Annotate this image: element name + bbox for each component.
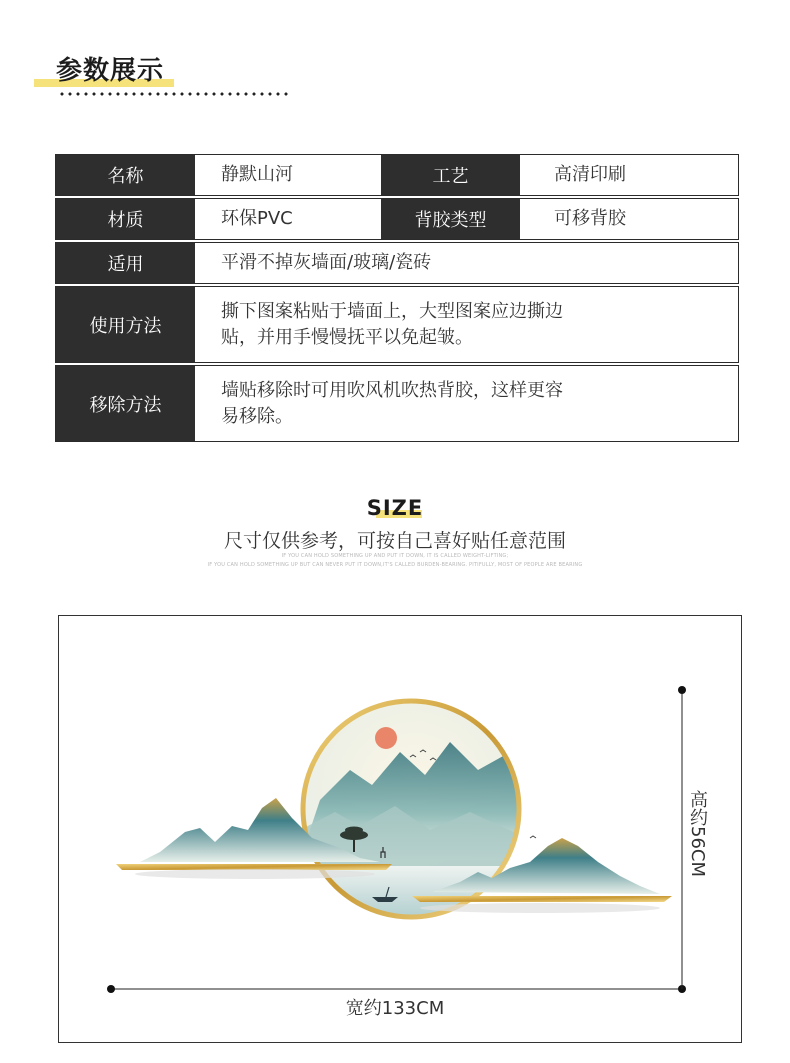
- label-name: 名称: [56, 155, 195, 195]
- value-name: 静默山河: [221, 164, 293, 185]
- size-heading: SIZE: [366, 496, 424, 520]
- sun-icon: [375, 727, 397, 749]
- right-gold-ledge: [412, 896, 672, 902]
- label-removal: 移除方法: [56, 366, 195, 441]
- size-subtitle: 尺寸仅供参考，可按自己喜好贴任意范围: [223, 530, 566, 552]
- value-backing: 可移背胶: [554, 208, 626, 229]
- value-material: 环保PVC: [221, 208, 293, 229]
- width-label: 宽约133CM: [345, 998, 445, 1019]
- label-usage: 适用: [56, 243, 195, 283]
- removal-line-1: 墙贴移除时可用吹风机吹热背胶，这样更容: [221, 379, 563, 401]
- method-line-2: 贴，并用手慢慢抚平以免起皱。: [221, 326, 473, 348]
- method-line-1: 撕下图案粘贴于墙面上，大型图案应边撕边: [221, 300, 563, 322]
- label-material: 材质: [56, 199, 195, 239]
- width-dimension-line: [107, 985, 686, 993]
- fine-print-1: IF YOU CAN HOLD SOMETHING UP AND PUT IT DOWN, IT IS CALLED WEIGHT-LIFTING;: [281, 553, 509, 559]
- fine-print-2: IF YOU CAN HOLD SOMETHING UP BUT CAN NEVER PUT IT DOWN,IT'S CALLED BURDEN-BEARING. PITIFULLY, MOST OF PEOPLE ARE BEARING: [207, 562, 583, 568]
- height-label: 高约56CM: [687, 790, 708, 878]
- value-craft: 高清印刷: [554, 164, 626, 185]
- label-backing: 背胶类型: [381, 199, 520, 239]
- value-usage: 平滑不掉灰墙面/玻璃/瓷砖: [221, 252, 432, 273]
- label-craft: 工艺: [381, 155, 520, 195]
- section-title: 参数展示: [56, 56, 165, 86]
- removal-line-2: 易移除。: [221, 405, 293, 427]
- label-method: 使用方法: [56, 287, 195, 362]
